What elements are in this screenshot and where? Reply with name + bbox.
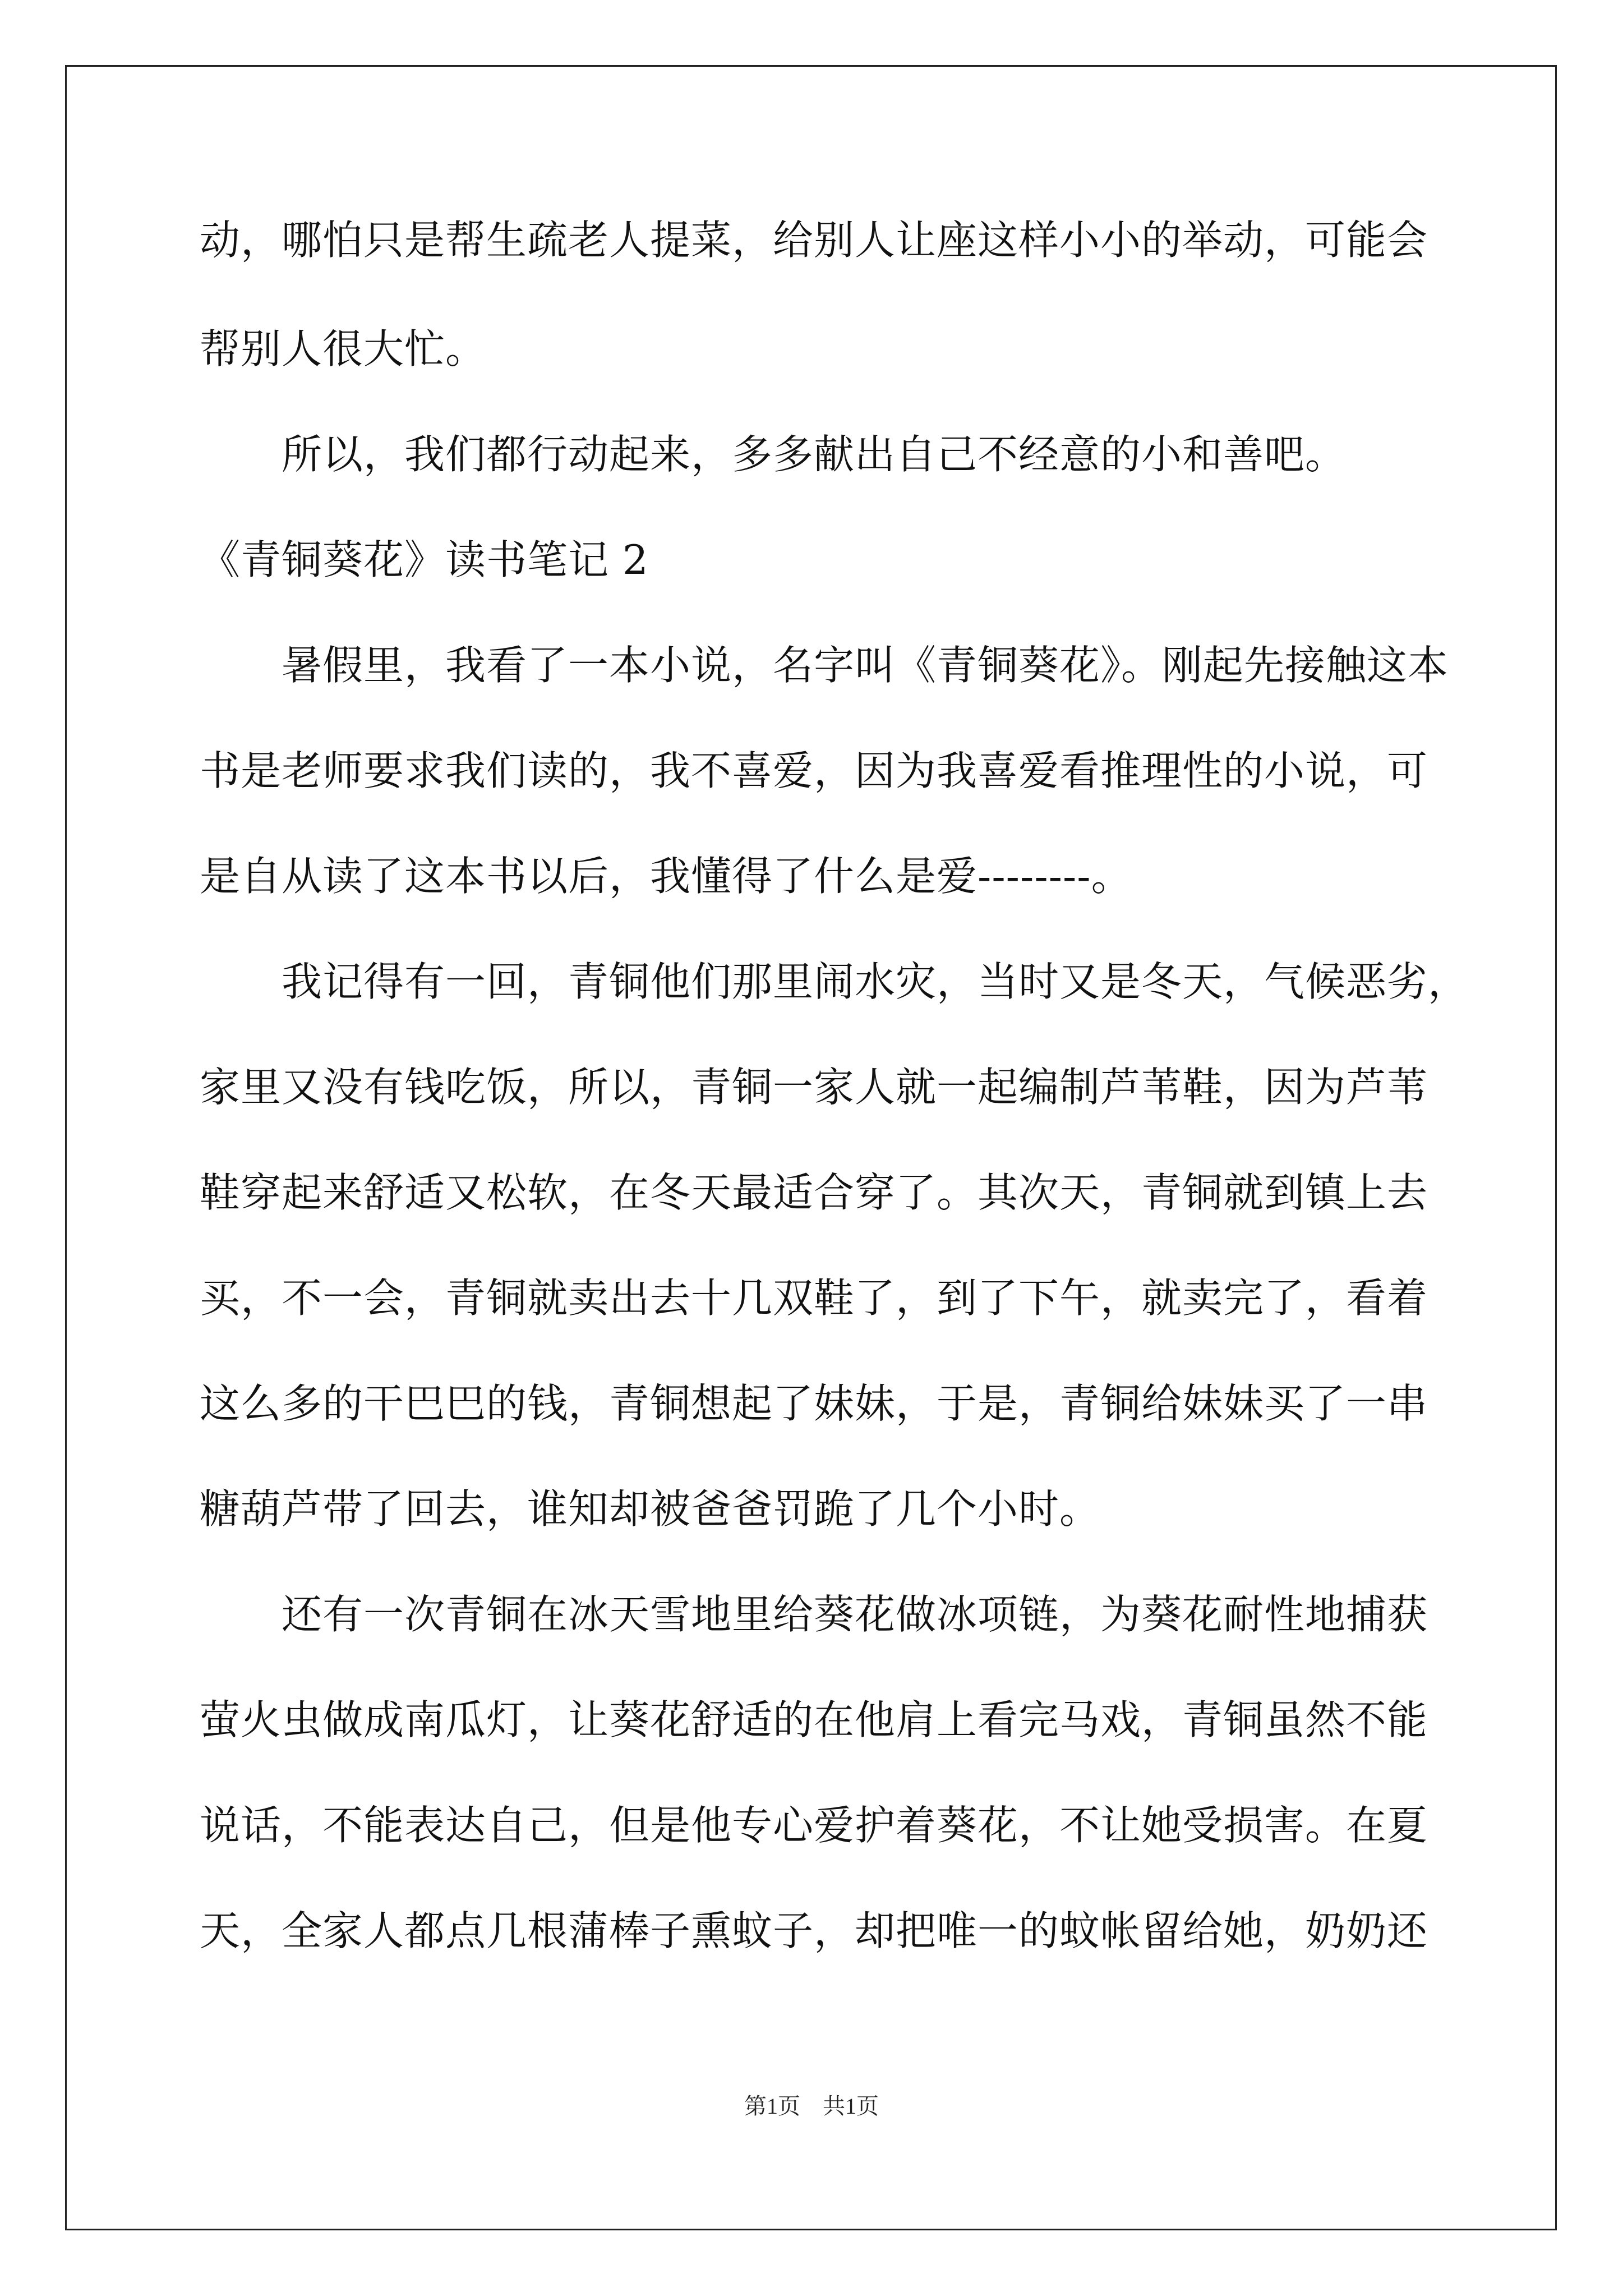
text-line: 是自从读了这本书以后，我懂得了什么是爱--------。 <box>200 853 1132 900</box>
text-line: 动，哪怕只是帮生疏老人提菜，给别人让座这样小小的举动，可能会 <box>200 217 1428 264</box>
text-line: 帮别人很大忙。 <box>200 325 487 372</box>
text-line: 所以，我们都行动起来，多多献出自己不经意的小和善吧。 <box>200 431 1347 478</box>
section-heading: 《青铜葵花》读书笔记 2 <box>200 536 649 583</box>
text-line: 糖葫芦带了回去，谁知却被爸爸罚跪了几个小时。 <box>200 1485 1101 1533</box>
text-line: 我记得有一回，青铜他们那里闹水灾，当时又是冬天，气候恶劣， <box>200 958 1469 1005</box>
text-line: 天，全家人都点几根蒲棒子熏蚊子，却把唯一的蚊帐留给她，奶奶还 <box>200 1907 1428 1954</box>
page-number-footer: 第1页 共1页 <box>744 2093 879 2119</box>
text-line: 这么多的干巴巴的钱，青铜想起了妹妹，于是，青铜给妹妹买了一串 <box>200 1380 1428 1427</box>
text-line: 书是老师要求我们读的，我不喜爱，因为我喜爱看推理性的小说，可 <box>200 747 1428 794</box>
text-line: 萤火虫做成南瓜灯，让葵花舒适的在他肩上看完马戏，青铜虽然不能 <box>200 1696 1428 1743</box>
text-line: 说话，不能表达自己，但是他专心爱护着葵花，不让她受损害。在夏 <box>200 1802 1428 1849</box>
text-line: 还有一次青铜在冰天雪地里给葵花做冰项链，为葵花耐性地捕获 <box>200 1591 1428 1638</box>
text-line: 暑假里，我看了一本小说，名字叫《青铜葵花》。刚起先接触这本 <box>200 642 1449 689</box>
text-line: 家里又没有钱吃饭，所以，青铜一家人就一起编制芦苇鞋，因为芦苇 <box>200 1064 1428 1111</box>
text-line: 鞋穿起来舒适又松软，在冬天最适合穿了。其次天，青铜就到镇上去 <box>200 1169 1428 1216</box>
text-line: 买，不一会，青铜就卖出去十几双鞋了，到了下午，就卖完了，看着 <box>200 1274 1428 1322</box>
